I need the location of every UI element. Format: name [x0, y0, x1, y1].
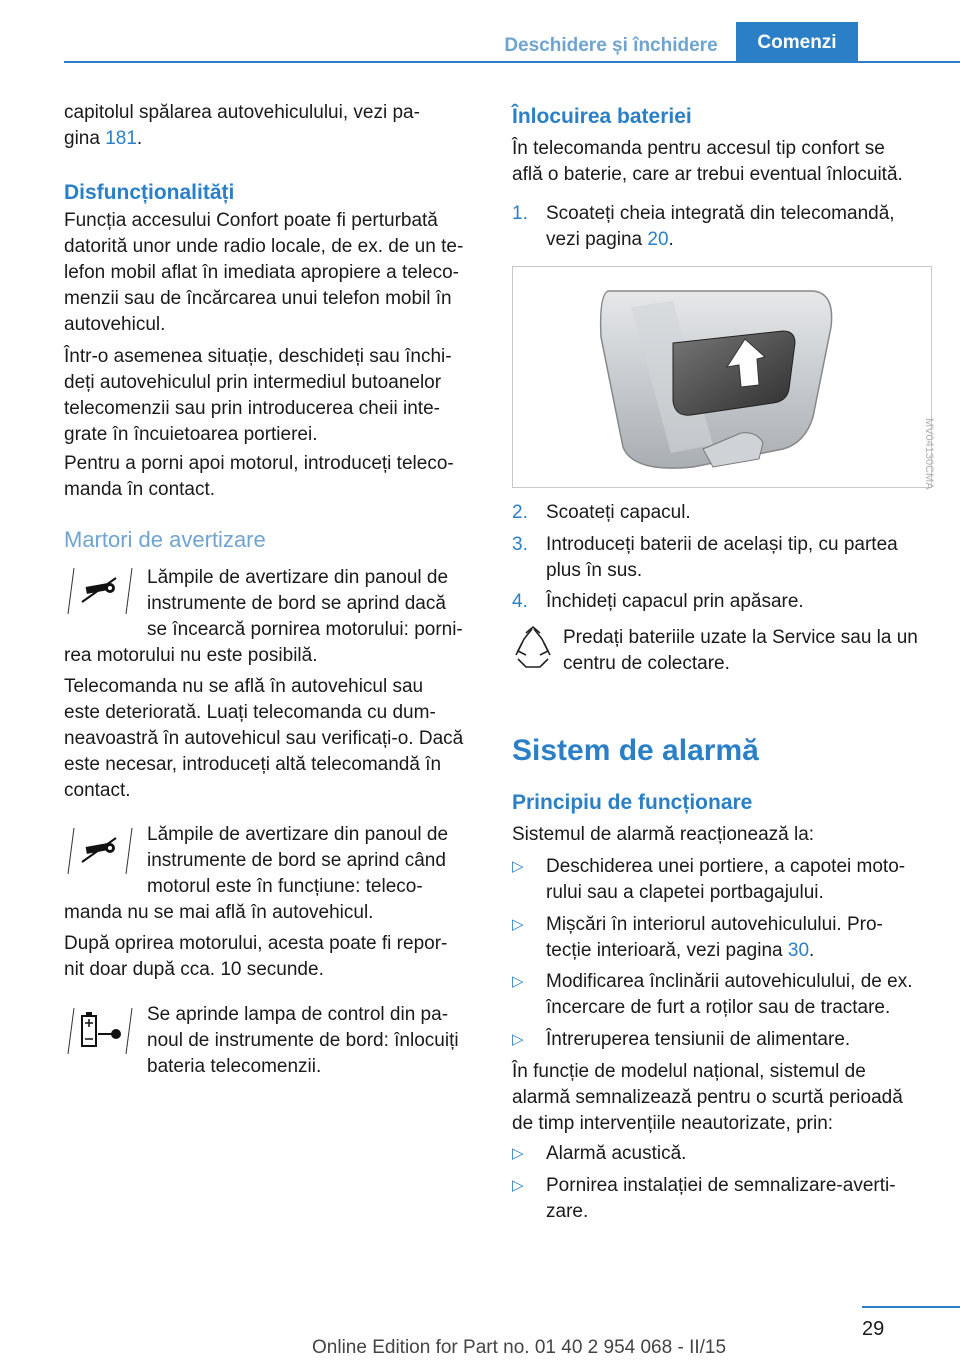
country-paragraph: În funcție de modelul național, sistemul de alarmă semnalizează pentru o scurtă perioadă de timp intervențiile neautorizate, prin: — [512, 1061, 903, 1134]
step-1-text: Scoateți cheia integrată din telecomandă, vezi pagina 20. — [546, 203, 895, 250]
header-rule — [64, 61, 960, 63]
step-3-text: Introduceți baterii de același tip, cu partea plus în sus. — [546, 534, 898, 581]
header-chapter-tab[interactable]: Comenzi — [736, 22, 858, 62]
warning-3-text: Se aprinde lampa de control din pa‐ noul de instrumente de bord: înlocuiți bateria telecomenzii. — [147, 1004, 459, 1077]
bullet-icon: ▷ — [512, 858, 524, 875]
page-link-30[interactable]: 30 — [787, 940, 810, 961]
warning-1-text: Lămpile de avertizare din panoul de instrumente de bord se aprind dacă se încearcă pornirea motorului: porni‐ — [147, 567, 463, 640]
key-battery-figure — [512, 266, 932, 488]
step-2-text: Scoateți capacul. — [546, 502, 691, 523]
bullet-icon: ▷ — [512, 916, 524, 933]
warning-2-text-cont: manda nu se mai află în autovehicul. — [64, 902, 374, 923]
key-warning-icon — [64, 566, 136, 616]
page-link-20[interactable]: 20 — [647, 229, 669, 250]
step-4-text: Închideți capacul prin apăsare. — [546, 591, 804, 612]
heading-malfunctions: Disfuncționalități — [64, 181, 235, 204]
warning-2-text: Lămpile de avertizare din panoul de instrumente de bord se aprind când motorul este în funcțiune: teleco‐ — [147, 824, 449, 897]
recycle-icon — [512, 625, 554, 671]
bullet-5-text: Alarmă acustică. — [546, 1143, 687, 1164]
battery-paragraph: În telecomanda pentru accesul tip confort se află o baterie, care ar trebui eventual înlocuită. — [512, 138, 903, 185]
bullet-1-text: Deschiderea unei portiere, a capotei moto‐ rului sau a clapetei portbagajului. — [546, 856, 906, 903]
heading-warning-lamps: Martori de avertizare — [64, 527, 266, 552]
principle-text: Sistemul de alarmă reacționează la: — [512, 824, 815, 845]
warning-1-paragraph: Telecomanda nu se află în autovehicul sau este deteriorată. Luați telecomanda cu dum‐ neavoastră în autovehicul sau verificați-o. Dacă este necesar, introduceți altă telecomandă în contact. — [64, 676, 464, 801]
step-number: 2. — [512, 502, 528, 523]
bullet-6-text: Pornirea instalației de semnalizare-averti‐ zare. — [546, 1175, 896, 1222]
heading-battery-replacement: Înlocuirea bateriei — [512, 105, 692, 128]
page-link-181[interactable]: 181 — [105, 128, 137, 149]
edition-footer: Online Edition for Part no. 01 40 2 954 068 - II/15 — [312, 1337, 727, 1358]
step-number: 4. — [512, 591, 528, 612]
step-number: 1. — [512, 203, 528, 224]
key-battery-icon — [64, 1006, 136, 1056]
page-number: 29 — [862, 1318, 885, 1340]
figure-code: MV04130CMA — [923, 418, 935, 490]
malfunction-paragraph-2: Într-o asemenea situație, deschideți sau închi‐ deți autovehiculul prin intermediul butoanelor telecomenzii sau prin introducerea cheii inte‐ grate în încuietoarea portierei. — [64, 346, 452, 445]
malfunction-paragraph-3: Pentru a porni apoi motorul, introduceți teleco‐ manda în contact. — [64, 453, 454, 500]
bullet-icon: ▷ — [512, 1145, 524, 1162]
page-number-rule — [862, 1306, 960, 1308]
warning-1-text-cont: rea motorului nu este posibilă. — [64, 645, 318, 666]
malfunction-paragraph-1: Funcția accesului Confort poate fi perturbată datorită unor unde radio locale, de ex. de un te‐ lefon mobil aflat în imediata apropiere a teleco‐ menzii sau de încărcarea unui telefon mobil în autovehicul. — [64, 210, 464, 335]
header-section-title: Deschidere și închidere — [504, 35, 718, 56]
recycle-text: Predați bateriile uzate la Service sau la un centru de colectare. — [563, 627, 918, 674]
intro-text: capitolul spălarea autovehiculului, vezi pa‐ gina 181. — [64, 102, 420, 149]
bullet-icon: ▷ — [512, 973, 524, 990]
heading-alarm-system: Sistem de alarmă — [512, 734, 759, 767]
bullet-icon: ▷ — [512, 1177, 524, 1194]
bullet-3-text: Modificarea înclinării autovehiculului, de ex. încercare de furt a roților sau de tractare. — [546, 971, 913, 1018]
warning-2-paragraph: După oprirea motorului, acesta poate fi repor‐ nit doar după cca. 10 secunde. — [64, 933, 448, 980]
bullet-icon: ▷ — [512, 1031, 524, 1048]
key-warning-icon — [64, 826, 136, 876]
heading-operating-principle: Principiu de funcționare — [512, 791, 753, 814]
bullet-4-text: Întreruperea tensiunii de alimentare. — [546, 1029, 851, 1050]
step-number: 3. — [512, 534, 528, 555]
bullet-2-text: Mișcări în interiorul autovehiculului. Pro‐ tecție interioară, vezi pagina 30. — [546, 914, 883, 961]
